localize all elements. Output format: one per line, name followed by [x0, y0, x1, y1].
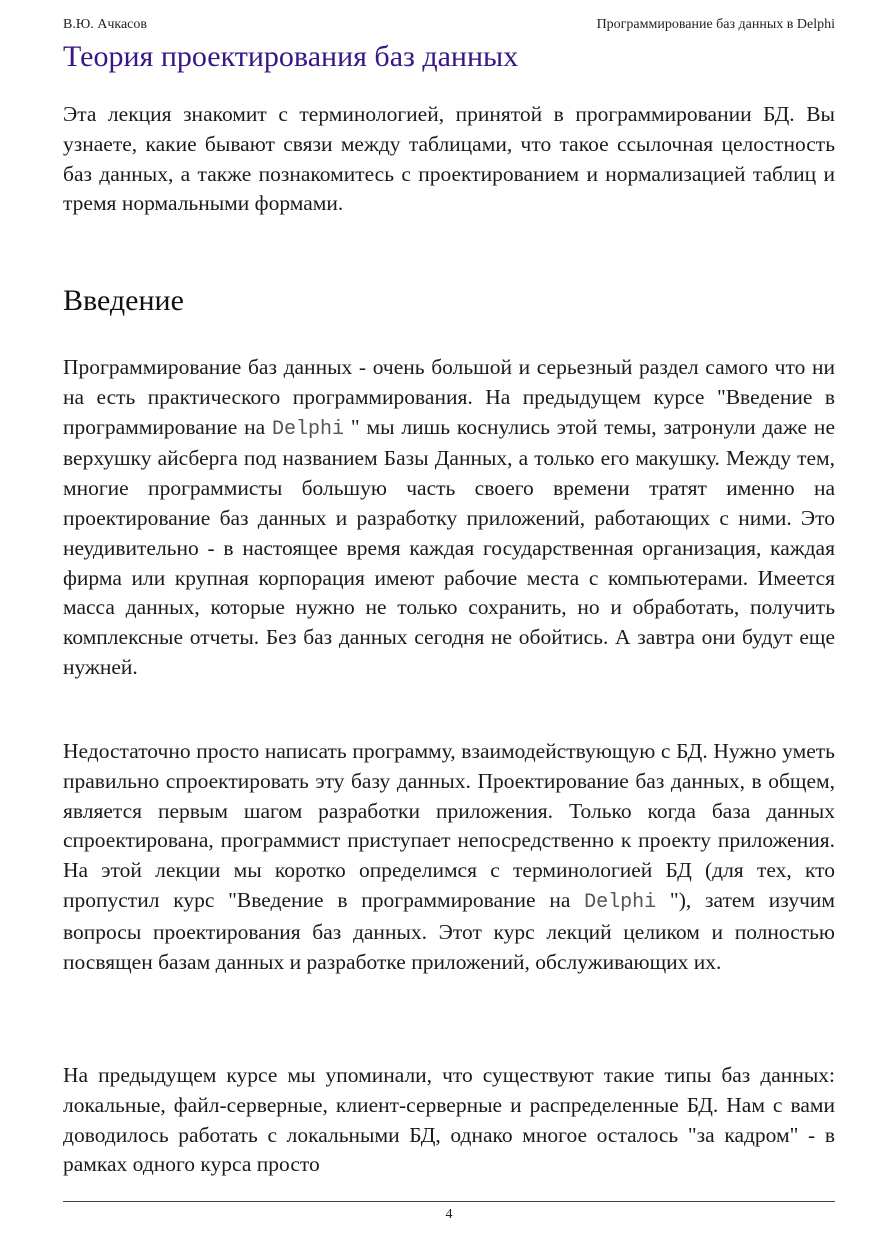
header-course-title: Программирование баз данных в Delphi	[596, 17, 835, 32]
lecture-title: Теория проектирования баз данных	[63, 40, 519, 73]
page-number: 4	[445, 1207, 453, 1222]
document-page	[63, 0, 835, 1241]
paragraph-2-text-a: Недостаточно просто написать программу, взаимодействующую с БД. Нужно уметь правильно спроектировать эту базу данных. Проектирование баз данных, в общем, является первым шагом разработки приложения. Только когда база данных спроектирована, программист приступает непосредственно к проекту приложения. На этой лекции мы коротко определимся с терминологией БД (для тех, кто пропустил курс "Введение в программирование на	[63, 739, 835, 912]
footer-divider	[63, 1201, 835, 1202]
paragraph-2-code-delphi: Delphi	[584, 890, 657, 914]
paragraph-1-text-b: " мы лишь коснулись этой темы, затронули даже не верхушку айсберга под названием Базы Данных, а только его макушку. Между тем, многие программисты большую часть своего времени тратят именно на проектирование баз данных и разработку приложений, работающих с ними. Это неудивительно - в настоящее время каждая государственная организация, каждая фирма или крупная корпорация имеют рабочие места с компьютерами. Имеется масса данных, которые нужно не только сохранить, но и обработать, получить комплексные отчеты. Без баз данных сегодня не обойтись. А завтра они будут еще нужней.	[63, 414, 835, 679]
paragraph-3: На предыдущем курсе мы упоминали, что существуют такие типы баз данных: локальные, файл-серверные, клиент-серверные и распределенные БД. Нам с вами доводилось работать с локальными БД, однако многое осталось "за кадром" - в рамках одного курса просто	[63, 1063, 835, 1177]
section-heading-introduction: Введение	[63, 284, 184, 317]
paragraph-1-text-a: Программирование баз данных - очень большой и серьезный раздел самого что ни на есть практического программирования. На предыдущем курсе "Введение в программирование на	[63, 355, 835, 439]
paragraph-2	[63, 737, 835, 977]
paragraph-1-code-delphi: Delphi	[272, 417, 345, 441]
paragraph-2-text-b: "), затем изучим вопросы проектирования баз данных. Этот курс лекций целиком и полностью посвящен базам данных и разработке приложений, обслуживающих их.	[63, 887, 835, 974]
header-author: В.Ю. Ачкасов	[63, 17, 148, 32]
paragraph-1	[63, 353, 835, 683]
intro-paragraph: Эта лекция знакомит с терминологией, принятой в программировании БД. Вы узнаете, какие бывают связи между таблицами, что такое ссылочная целостность баз данных, а также познакомитесь с проектированием и нормализацией таблиц и тремя нормальными формами.	[63, 102, 835, 216]
